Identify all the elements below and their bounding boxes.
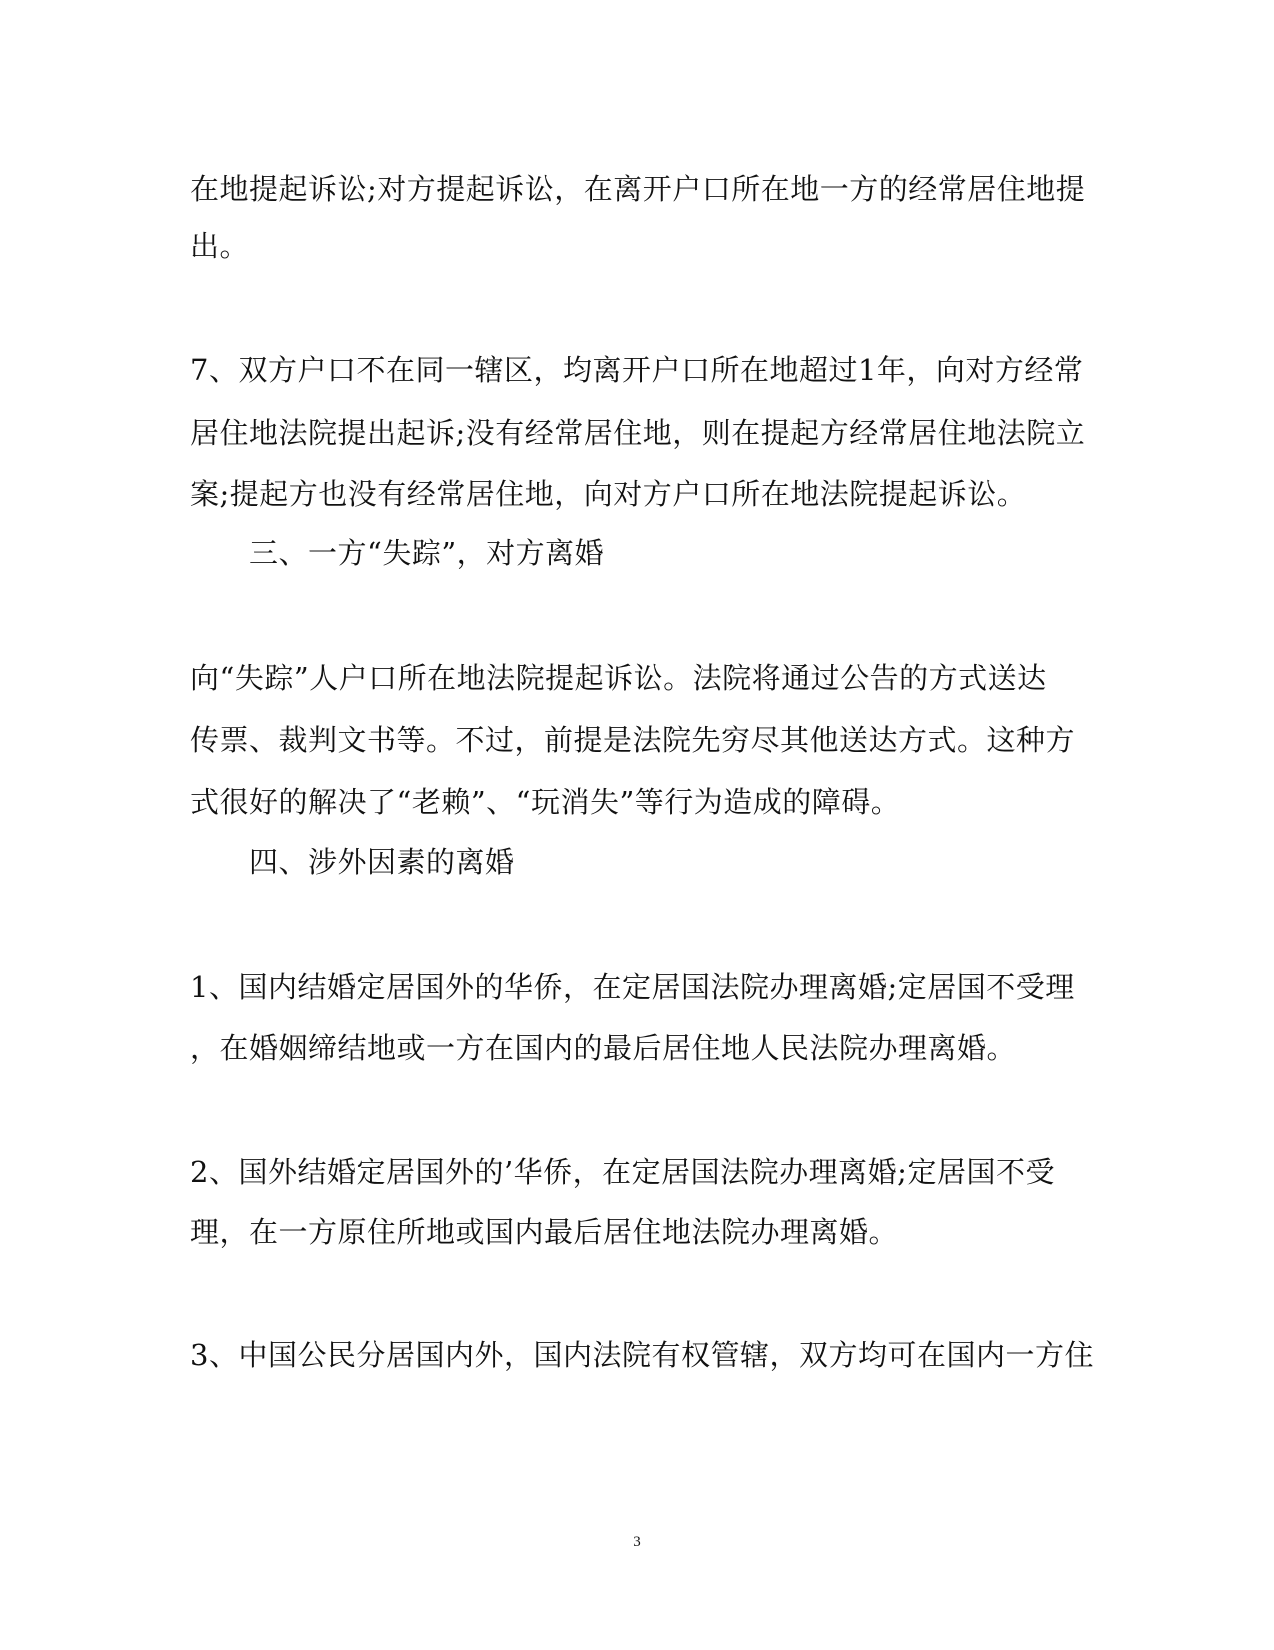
body-text-line: 出。 — [190, 229, 250, 263]
section-heading-4: 四、涉外因素的离婚 — [249, 845, 515, 879]
page-number: 3 — [633, 1534, 641, 1550]
list-item-1-line: 1、国内结婚定居国外的华侨，在定居国法院办理离婚;定居国不受理 — [190, 970, 1075, 1004]
list-item-2-line: 2、国外结婚定居国外的’华侨，在定居国法院办理离婚;定居国不受 — [190, 1155, 1055, 1189]
list-item-7-line: 居住地法院提出起诉;没有经常居住地，则在提起方经常居住地法院立 — [190, 416, 1086, 450]
section-heading-3: 三、一方“失踪”，对方离婚 — [249, 536, 605, 570]
list-item-3-line: 3、中国公民分居国内外，国内法院有权管辖，双方均可在国内一方住 — [190, 1338, 1094, 1372]
list-item-7-line: 7、双方户口不在同一辖区，均离开户口所在地超过1年，向对方经常 — [190, 353, 1084, 387]
list-item-7-line: 案;提起方也没有经常居住地，向对方户口所在地法院提起诉讼。 — [190, 477, 1027, 511]
body-text-line: 式很好的解决了“老赖”、“玩消失”等行为造成的障碍。 — [190, 785, 901, 819]
list-item-1-line: ，在婚姻缔结地或一方在国内的最后居住地人民法院办理离婚。 — [190, 1031, 1017, 1065]
body-text-line: 向“失踪”人户口所在地法院提起诉讼。法院将通过公告的方式送达 — [190, 661, 1047, 695]
body-text-line: 传票、裁判文书等。不过，前提是法院先穷尽其他送达方式。这种方 — [190, 723, 1076, 757]
body-text-line: 在地提起诉讼;对方提起诉讼，在离开户口所在地一方的经常居住地提 — [190, 172, 1086, 206]
list-item-2-line: 理，在一方原住所地或国内最后居住地法院办理离婚。 — [190, 1215, 899, 1249]
